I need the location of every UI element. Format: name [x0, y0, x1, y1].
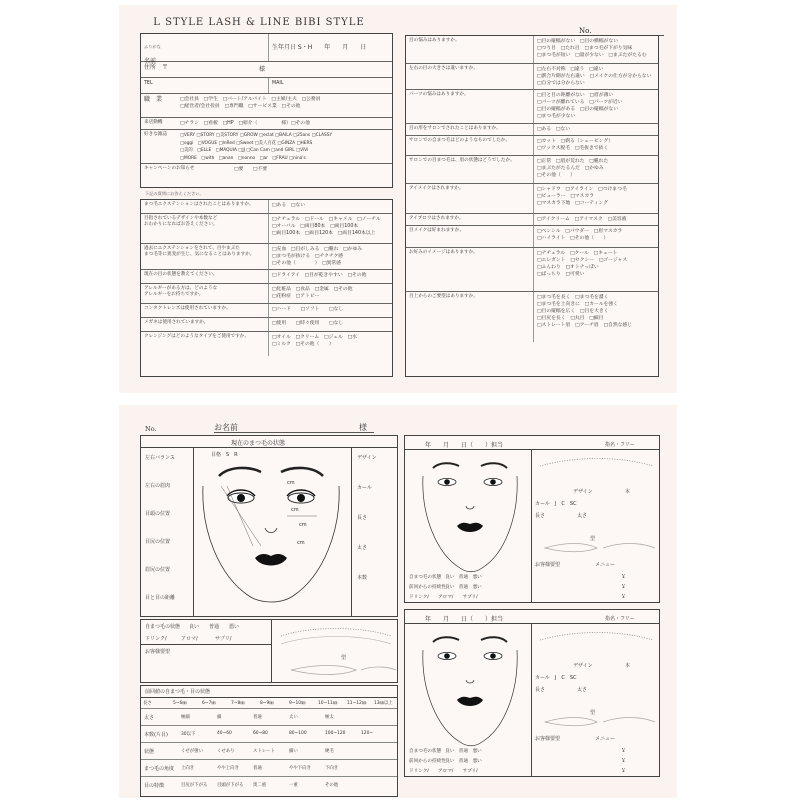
chart-option[interactable]: 太い	[289, 715, 298, 720]
honorific: 様	[258, 66, 265, 73]
chart-option[interactable]: 細	[217, 715, 222, 720]
drink-label: ドリンク/	[145, 636, 167, 642]
lash-chart-box	[140, 685, 398, 797]
chart-option[interactable]: くせあり	[217, 749, 235, 754]
chart-option[interactable]: 一重	[289, 783, 298, 788]
question-text: 現在の目の状態を教えてください。	[141, 270, 269, 283]
measure-3: cm	[299, 522, 307, 528]
aroma-label: アロマ/	[181, 636, 198, 642]
visit-menu: メニュー	[595, 562, 616, 568]
answer-options[interactable]: □目の縦幅がない □目の横幅がない □つり目 □たれ目 □まつ毛が下がり気味 □まつ毛が短い □量が少ない □まぶたがたるむ	[537, 39, 647, 58]
face-left-label: 左右の眉肉	[145, 483, 171, 489]
question-text: パーツの悩みはありますか。	[406, 90, 534, 123]
question-text: サロンでの目まつ毛は、眉の状態はどうでしたか。	[406, 156, 534, 183]
visit-design[interactable]: デザイン	[573, 489, 593, 495]
visit-thickness[interactable]: 太さ	[577, 513, 588, 519]
visit-prev-opts[interactable]: 良い 普通 悪い	[445, 759, 482, 764]
request-label: お客様要望	[145, 649, 171, 655]
eye-mark: 目格 S R	[211, 452, 238, 458]
question-text: 目の悩みはありますか。	[406, 36, 534, 63]
visit-reason-options[interactable]: □チラシ □看板 □HP □紹介（ 様）□その他	[180, 121, 310, 126]
right-question-row	[406, 226, 658, 248]
answer-options[interactable]: □使用 □時々使用 □なし	[272, 321, 344, 326]
chart-option[interactable]: ストレート	[253, 749, 275, 754]
question-text: 目の形をサロンでされたことはありますか。	[406, 124, 534, 135]
left-question-row	[141, 244, 392, 270]
campaign-row	[141, 164, 392, 176]
visit-type[interactable]: 型	[590, 710, 596, 716]
mail-field[interactable]: MAIL	[272, 81, 284, 86]
face-left-label: 左右バランス	[145, 455, 175, 461]
visit-reason-row	[141, 118, 392, 130]
right-questions-box	[405, 35, 659, 377]
status-box	[140, 619, 398, 683]
visit-price[interactable]: ￥	[621, 594, 627, 600]
answer-options[interactable]: □カット □剃る（シェービング） □ワックス脱毛 □毛抜きで抜く	[537, 139, 614, 151]
chart-option[interactable]: 下向き	[325, 766, 339, 771]
visit-price[interactable]: ￥	[621, 758, 627, 764]
face-chart-box	[140, 435, 398, 617]
question-text: 左右の目の大きさは違いますか。	[406, 64, 534, 89]
address-field[interactable]: 住所 〒	[144, 64, 169, 71]
chart-option[interactable]: その他	[325, 783, 339, 788]
left-questions-box	[140, 199, 393, 377]
chart-option[interactable]: やや上向き	[217, 766, 239, 771]
sapuri-label: サプリ/	[215, 636, 232, 642]
cond-label: 自まつ毛の状態	[145, 624, 181, 630]
question-text: サロンでの自まつ毛はどのようなものでしたか。	[406, 136, 534, 155]
left-question-row	[141, 332, 392, 356]
visit-record-box	[404, 435, 660, 603]
design-type: 型	[341, 655, 347, 661]
magazine-options[interactable]: □VERY □STORY □美STORY □GROW □eclat □BAILA □25ans □CLASSY □oggi □VOGUE □InRed □Sweet □美人百花 □GINZA □HERS □美的 □ELLE □MAQUIA □JJ □Can Cam □and GIRL □ViVi □MORE □with □anan □nonno □ar □FRAU □nina's	[180, 133, 333, 161]
right-question-row	[406, 90, 658, 124]
face-left-label: 眉尻の位置	[145, 567, 171, 573]
answer-options[interactable]: □ある □ない	[272, 203, 306, 208]
right-question-row	[406, 184, 658, 214]
chart-column-header: 長さ	[143, 701, 152, 706]
question-text: アイメイクはされますか。	[406, 184, 534, 213]
chart-option[interactable]: 30以下	[181, 732, 196, 737]
campaign-label: キャンペーンのお知らせ	[144, 166, 195, 171]
answer-options[interactable]: □アイクリーム □アイマスク □美容液	[537, 217, 627, 222]
answer-options[interactable]: □ハード □ソフト □なし	[272, 307, 344, 312]
record-sheet	[119, 405, 677, 798]
question-text: 目上からのご要望はありますか。	[406, 292, 534, 342]
answer-options[interactable]: □オイル □クリーム □ジェル □水 □ミルク □その他（ ）	[272, 335, 357, 347]
visit-design[interactable]: デザイン	[573, 663, 593, 669]
magazine-label: 好きな雑誌	[144, 132, 167, 137]
chart-option[interactable]: やや下向き	[289, 766, 311, 771]
answer-options[interactable]: □ナチュラル □クール □キュート □エレガント □セクシー □ゴージャス □ふんわり □オトナっぽい □ぱっちり □可愛い	[537, 251, 628, 277]
right-question-row	[406, 214, 658, 226]
contact-row	[141, 78, 392, 94]
answer-options[interactable]: □まつ毛を長く □まつ毛を濃く □まつ毛を上向きに □カールを強く □目の縦幅を広く □目を大きく □目尻を長く □丸目 □細目 □ストレート眉 □アーチ眉 □自然な感じ	[537, 295, 633, 328]
chart-column-header: 8~9㎜	[260, 701, 274, 706]
question-text: 過去にエクステンションをされて、目やまぶた まつ毛等に異変が生じ、気になることはありますか。	[141, 244, 269, 269]
question-text: クレンジングはどのようなタイプをご使用ですか。	[141, 332, 269, 356]
left-question-row	[141, 284, 392, 304]
left-question-row	[141, 270, 392, 284]
left-question-row	[141, 214, 392, 244]
face-right-label: デザイン	[357, 455, 377, 461]
sheet-title: L STYLE LASH & LINE BIBI STYLE	[153, 17, 365, 28]
chart-row-label: 目の特徴	[144, 783, 165, 789]
chart-option[interactable]: 細い	[289, 749, 298, 754]
occupation-row	[141, 94, 392, 118]
visit-cond-opts[interactable]: 良い 普通 悪い	[445, 749, 482, 754]
visit-length[interactable]: 長さ	[535, 687, 546, 693]
visit-curl[interactable]: カール J C SC	[535, 675, 577, 681]
chart-option[interactable]: 40~60	[217, 731, 232, 736]
visit-length[interactable]: 長さ	[535, 513, 546, 519]
chart-row-label: まつ毛の角度	[144, 766, 175, 772]
left-question-row	[141, 318, 392, 332]
name-label: 名前	[144, 58, 157, 65]
face-right-label: 太さ	[357, 545, 368, 551]
number-label-2: No.	[145, 425, 157, 433]
face-right-label: 本数	[357, 575, 368, 581]
chart-option[interactable]: 目尻が下がる	[181, 783, 208, 788]
visit-count[interactable]: 本	[625, 489, 631, 495]
visit-date[interactable]: 年 月 日（ ）担当	[425, 442, 504, 449]
face-right-label: 長さ	[357, 515, 368, 521]
occupation-options[interactable]: □会社員 □学生 □パート/アルバイト □主婦/主夫 □公務員 □経営者/会社役員 □専門職 □サービス業 □その他	[180, 97, 321, 109]
chart-row-label: 本数(片目)	[144, 732, 168, 738]
chart-option[interactable]: 普通	[253, 766, 262, 771]
magazine-row	[141, 130, 392, 164]
answer-options[interactable]: □正常 □眉が荒れた □腫れた □まぶたがたるんだ □かゆみ □その他（ ）	[537, 159, 609, 178]
measure-2: cm	[291, 507, 299, 513]
intake-sheet	[119, 5, 677, 393]
name-underline	[214, 432, 374, 433]
visit-staff[interactable]: 指名・フリー	[605, 616, 635, 622]
state-title: 現在のまつ毛の状態	[231, 440, 286, 447]
chart-option[interactable]: 硬毛	[325, 749, 334, 754]
question-text: メガネは使用されていますか。	[141, 318, 269, 331]
chart-row-label: 状態	[144, 749, 155, 755]
visit-prev-label: 前回からの持続性	[409, 759, 446, 764]
face-illustration	[141, 436, 399, 618]
profile-box	[140, 33, 393, 188]
visit-count[interactable]: 本	[625, 663, 631, 669]
visit-record-box	[404, 609, 660, 777]
answer-options[interactable]: □ナチュラル □ドール □キャメル □ノーチル □オーバル □両目80本 □両目100本 □両目100本 □両目120本 □両目140本以上	[272, 217, 381, 236]
visit-request: お客様要望	[535, 736, 561, 742]
chart-option[interactable]: 目頭が下がる	[217, 783, 244, 788]
name-row: ふりがな 名前 様 生年月日 S・H 年 月 日	[141, 34, 392, 62]
question-text: お好みのイメージはありますか。	[406, 248, 534, 291]
cond-options[interactable]: 良い 普通 悪い	[189, 624, 240, 630]
visit-curl[interactable]: カール J C SC	[535, 501, 577, 507]
left-question-row	[141, 200, 392, 214]
right-question-row	[406, 124, 658, 136]
visit-prev-opts[interactable]: 良い 普通 悪い	[445, 585, 482, 590]
answer-options[interactable]: □左右不対称 □違う □違い □割合片側が左右違い □メイクの仕方が分からない □自分では分からない	[537, 67, 652, 86]
customer-honorific: 様	[359, 423, 367, 432]
visit-price[interactable]: ￥	[621, 748, 627, 754]
visit-prev-label: 前回からの持続性	[409, 585, 446, 590]
chart-column-header: 5~6㎜	[173, 701, 187, 706]
right-question-row	[406, 248, 658, 292]
chart-option[interactable]: 極細	[181, 715, 190, 720]
chart-option[interactable]: 極太	[325, 715, 334, 720]
chart-option[interactable]: 普通	[253, 715, 262, 720]
chart-option[interactable]: 奥二重	[253, 783, 267, 788]
answer-options[interactable]: □ドライアイ □目が乾きやすい □その他	[272, 273, 367, 278]
visit-price[interactable]: ￥	[621, 584, 627, 590]
face-left-label: 目頭の位置	[145, 511, 171, 517]
visit-reason-label: 来店動機	[144, 120, 163, 125]
right-question-row	[406, 64, 658, 90]
chart-header: 前回値の自まつ毛・目の状態	[145, 689, 211, 695]
chart-column-header: 10~11㎜	[318, 701, 338, 706]
visit-cond-label: 自まつ毛の状態	[409, 575, 442, 580]
answer-options[interactable]: □シャドウ □アイライン □つけまつ毛 □ビューラー □マスカラ □マスカラ下地 □コーティング	[537, 187, 627, 206]
visit-thickness[interactable]: 太さ	[577, 687, 588, 693]
visit-cond-opts[interactable]: 良い 普通 悪い	[445, 575, 482, 580]
visit-type[interactable]: 型	[590, 536, 596, 542]
number-label: No.	[579, 27, 592, 35]
left-question-row	[141, 304, 392, 318]
right-question-row	[406, 36, 658, 64]
chart-option[interactable]: 上向き	[181, 766, 195, 771]
question-text: まつ毛エクステンションはされたことはありますか。	[141, 200, 269, 213]
answer-options[interactable]: □ある □ない	[537, 127, 571, 132]
visit-drink: ドリンク/ アロマ/ サプリ/	[409, 595, 478, 600]
campaign-options[interactable]: □要 □不要	[234, 167, 268, 172]
question-text: 目指されているデザインや本数など おわかりになればお答えください。	[141, 214, 269, 243]
chart-option[interactable]: くせが強い	[181, 749, 203, 754]
answer-options[interactable]: □ペンシル □パウダー □眉マスカラ □ハイライト □その他（ ）	[537, 229, 623, 241]
face-right-label: カール	[357, 485, 372, 491]
visit-price[interactable]: ￥	[621, 768, 627, 774]
face-left-label: 目と目の距離	[145, 595, 176, 601]
visit-drink: ドリンク/ アロマ/ サプリ/	[409, 769, 478, 774]
visit-cond-label: 自まつ毛の状態	[409, 749, 442, 754]
birthday-field[interactable]: 生年月日 S・H 年 月 日	[272, 44, 367, 51]
customer-name-label: お名前	[214, 423, 238, 432]
chart-column-header: 13㎜以上	[374, 701, 393, 706]
chart-option[interactable]: 100~120	[325, 731, 346, 736]
question-text: アイブロウはされますか。	[406, 214, 534, 225]
measure-1: cm	[287, 480, 295, 486]
right-question-row	[406, 292, 658, 342]
tel-field[interactable]: TEL	[141, 78, 269, 93]
right-question-row	[406, 156, 658, 184]
answer-options[interactable]: □充血 □目がしみる □腫れ □かゆみ □まつ毛が抜ける □チクチク感 □その他（ ） □異常感	[272, 247, 363, 266]
right-question-row	[406, 136, 658, 156]
chart-column-header: 7~8㎜	[231, 701, 245, 706]
question-caption: 下記の質問にお答えください。	[145, 191, 204, 196]
chart-option[interactable]: 120~	[361, 731, 374, 736]
chart-column-header: 11~12㎜	[347, 701, 367, 706]
visit-date[interactable]: 年 月 日（ ）担当	[425, 616, 504, 623]
question-text: 目メイクは好まれますか。	[406, 226, 534, 247]
occupation-label: 職 業	[144, 96, 163, 103]
chart-row-label: 太さ	[144, 715, 155, 721]
chart-option[interactable]: 80~100	[289, 731, 307, 736]
visit-staff[interactable]: 指名・フリー	[605, 442, 635, 448]
answer-options[interactable]: □化粧品 □食品 □金属 □その他 □花粉症 □アトピー	[272, 287, 353, 299]
measure-4: cm	[297, 540, 305, 546]
visit-menu: メニュー	[595, 736, 616, 742]
lash-sketch	[141, 620, 399, 684]
chart-option[interactable]: 60~80	[253, 731, 268, 736]
chart-column-header: 6~7㎜	[202, 701, 216, 706]
address-row	[141, 62, 392, 78]
question-text: アレルギーがある方は、どのような アレルギーをお持ちですか。	[141, 284, 269, 303]
answer-options[interactable]: □目と目の距離がない □眉が薄い □パーツが離れている □パーツが近い □目の縦幅がある □目の縦幅がない □まつ毛が少ない	[537, 93, 623, 119]
face-left-label: 目尻の位置	[145, 539, 171, 545]
chart-column-header: 9~10㎜	[289, 701, 306, 706]
visit-price[interactable]: ￥	[621, 574, 627, 580]
question-text: コンタクトレンズは使用されていますか。	[141, 304, 269, 317]
visit-request: お客様要望	[535, 562, 561, 568]
